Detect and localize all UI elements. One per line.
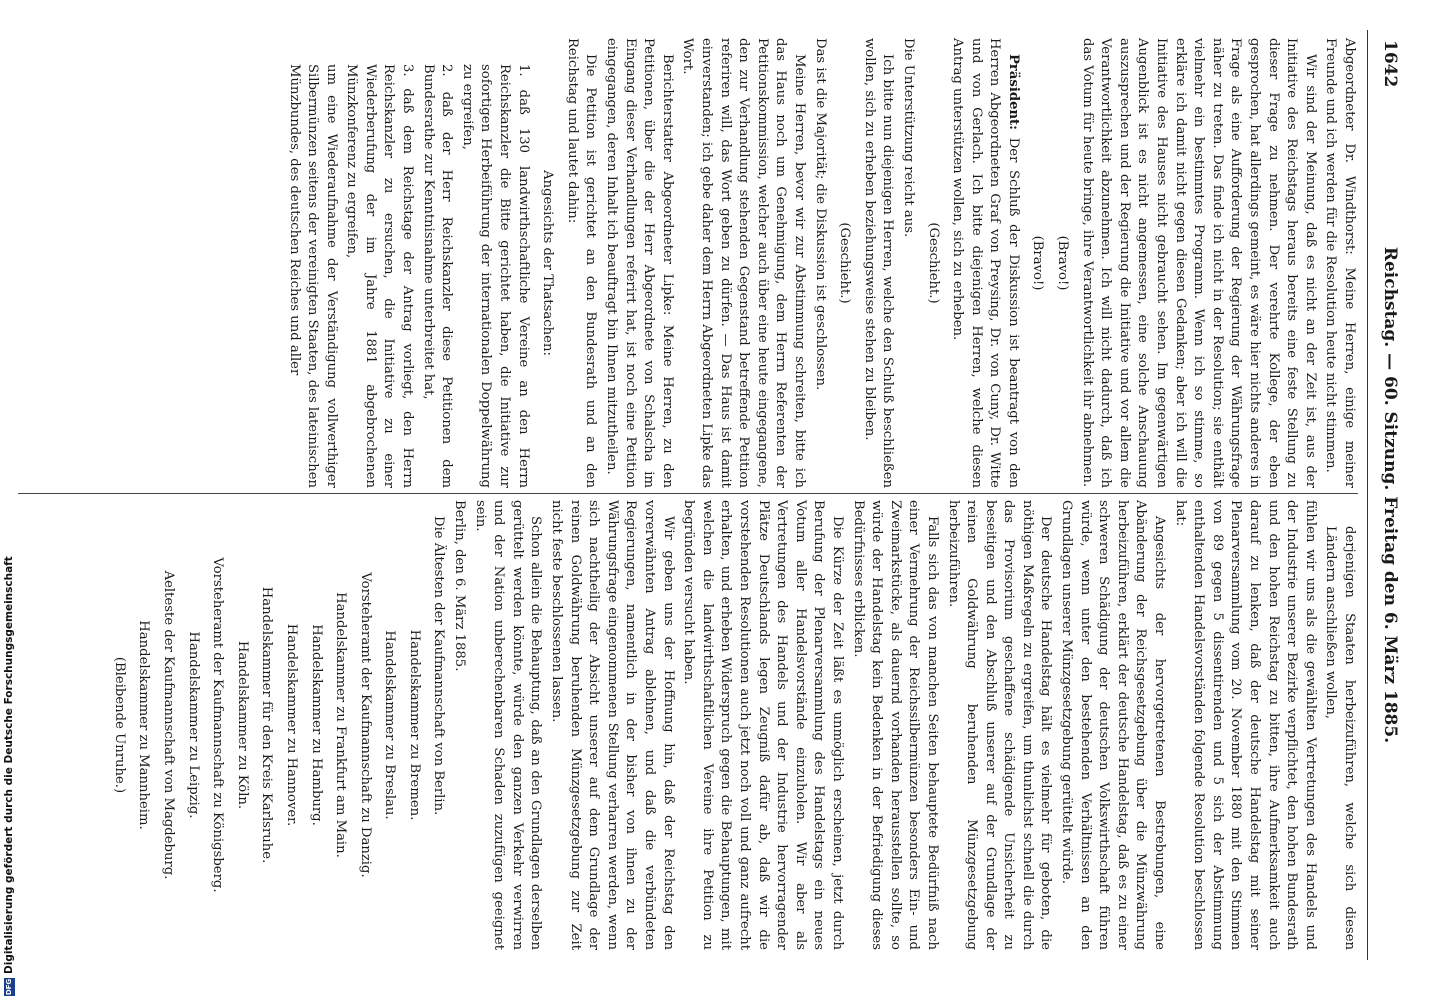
list-item: 2. daß der Herr Reichskanzler diese Petitionen dem Bundesrathe zur Kenntnisnahme unterbreitet hat,: [420, 64, 455, 488]
list-item: 3. daß dem Reichstage der Antrag vorliegt, den Herrn Reichskanzler zu ersuchen, die Initiative zu einer Wiederberufung der im Jahre 1881 abgebrochenen Münzkonferenz zu ergreifen,: [344, 64, 416, 488]
centered-line: (Geschieht.): [925, 222, 941, 304]
centered-line: Handelskammer zu Mannheim.: [136, 620, 152, 830]
paragraph: Die Ältesten der Kaufmannschaft von Berlin.: [431, 516, 447, 816]
speech-text: Der Schluß der Diskussion ist beantragt von den Herren Abgeordneten Graf von Preysing, Dr. von Cuny, Dr. Witte und von Gerlach. Ich bitte diejenigen Herren, welche diesen Antrag unterstützen wollen, sich zu erheben.: [950, 38, 1021, 488]
centered-line: Aelteste der Kaufmannschaft von Magdeburg.: [160, 570, 176, 880]
list-item: 1. daß 130 landwirthschaftliche Vereine an den Herrn Reichskanzler die Bitte gerichtet haben, die Initiative zur sofortigen Herbeiführung der internationalen Doppelwährung zu ergreifen,: [459, 64, 531, 488]
centered-line: Handelskammer zu Bremen.: [406, 629, 422, 821]
centered-line: Handelskammer für den Kreis Karlsruhe.: [259, 586, 275, 864]
paragraph: Ich bitte nun diejenigen Herren, welche den Schluß beschließen wollen, sich zu erheben beziehungsweise stehen zu bleiben.: [861, 38, 896, 488]
list-item: derjenigen Staaten herbeizuführen, welche sich diesen Ländern anschließen wollen,: [1323, 526, 1357, 950]
paragraph: Berichterstatter Abgeordneter Lipke: Meine Herren, zu den Petitionen, über die der Herr Abgeordnete von Schalscha im Eingang dieser Verhandlungen referirt hat, ist noch eine Petition eingegangen, deren Inhalt ich beauftragt bin Ihnen mitzutheilen.: [604, 38, 675, 488]
page-header: [1367, 30, 1410, 960]
centered-line: Handelskammer zu Köln.: [234, 640, 250, 810]
digitization-credit: [3, 556, 15, 996]
paragraph: Die Kürze der Zeit läßt es unmöglich erscheinen, jetzt durch Berufung der Plenarversammlung des Handelstags ein neues Votum aller Handelsvorstände einzuholen. Wir aber als Vertretungen des Handels und der Industrie hervorragender Plätze Deutschlands legen Zeugniß dafür ab, daß wir die vorstehenden Resolutionen auch jetzt noch voll und ganz aufrecht erhalten, und erheben Widerspruch gegen die Behauptungen, mit welchen die landwirthschaftlichen Vereine ihre Petition zu begründen versucht haben.: [681, 500, 845, 950]
centered-line: (Bravo!): [1055, 235, 1071, 291]
centered-line: Vorsteheramt der Kaufmannschaft zu Königsberg.: [210, 557, 226, 893]
digitization-sidebar: [0, 0, 14, 1000]
paragraph: Schon allein die Behauptung, daß an den Grundlagen derselben gerüttelt werden könnte, würde den ganzen Verkehr verwirren und der Nation unberechenbaren Schaden zuzufügen geeignet sein.: [472, 500, 544, 950]
rotated-page: [0, 30, 1410, 960]
paragraph: Wir sind der Meinung, daß es nicht an der Zeit ist, aus der Initiative des Reichstags heraus bereits eine feste Stellung zu dieser Frage zu nehmen. Der verehrte Kollege, der eben gesprochen, hat allerdings gemeint, es wäre hier nichts anderes in Frage als eine Aufforderung der Regierung der Währungsfrage näher zu treten. Das finde ich nicht in der Resolution; sie enthält vielmehr ein bestimmtes Programm. Wenn ich so stimme, so erkläre ich damit nicht gegen diesen Gedanken; aber ich will die Initiative des Hauses nicht gebraucht sehen. Im gegenwärtigen Augenblick ist es nicht angemessen, eine solche Anschauung auszusprechen und der Regierung die Initiative und vor allem die Verantwortlichkeit abzunehmen. Ich will nicht dadurch, daß ich das Votum für heute bringe, ihre Verantwortlichkeit ihr abnehmen.: [1079, 38, 1318, 488]
centered-line: Handelskammer zu Hannover.: [283, 623, 299, 827]
paragraph: Die Unterstützung reicht aus.: [900, 38, 916, 238]
left-column: [282, 38, 1358, 488]
running-title: Reichstag. — 60. Sitzung. Freitag den 6. März 1885.: [1380, 246, 1400, 744]
paragraph: Das ist die Majorität; die Diskussion ist geschlossen.: [812, 38, 828, 391]
centered-line: Angesichts der Thatsachen:: [540, 170, 556, 356]
centered-line: (Geschieht.): [837, 222, 853, 304]
paragraph: Angesichts der hervorgetretenen Bestrebungen, eine Abänderung der Reichsgesetzgebung über die Münzwährung herbeizuführen, erklärt der deutsche Handelstag, daß es zu einer schweren Schädigung der deutschen Volkswirthschaft führen würde, wenn unter den bestehenden Verhältnissen an den Grundlagen unserer Münzgesetzgebung gerüttelt würde.: [1059, 500, 1168, 950]
paragraph: Die Petition ist gerichtet an den Bundesrath und an den Reichstag und lautet dahin:: [564, 38, 599, 488]
centered-line: Handelskammer zu Frankfurt am Main.: [333, 592, 349, 858]
right-column: [103, 500, 1358, 950]
paragraph: Abgeordneter Dr. Windthorst: Meine Herren, einige meiner Freunde und ich werden für die Resolution heute nicht stimmen.: [1323, 38, 1357, 488]
paragraph: Meine Herren, bevor wir zur Abstimmung schreiten, bitte ich das Haus noch um Genehmigung, dem Herrn Referenten der Petitionskommission, welcher auch über eine heute eingegangene, den zur Verhandlung stehenden Gegenstand betreffende Petition referiren will, das Wort geben zu dürfen. — Das Haus ist damit einverstanden; ich gebe daher dem Herrn Abgeordneten Lipke das Wort.: [680, 38, 807, 488]
centered-line: (Bravo!): [1030, 235, 1046, 291]
centered-line: Vorsteheramt der Kaufmannschaft zu Danzig.: [357, 572, 373, 878]
paragraph: Wir geben uns der Hoffnung hin, daß der Reichstag den vorerwähnten Antrag ablehnen, und daß die verbündeten Regierungen, namentlich in der bisher von ihnen zu der Währungsfrage eingenommenen Stellung verharren werden, wenn sich nachtheilig der Absicht unserer auf dem Grundlage der reinen Goldwährung beruhenden Münzgesetzgebung zur Zeit nicht feste beschlossenen lassen.: [549, 500, 676, 950]
centered-line: (Bleibende Unruhe.): [111, 656, 127, 794]
paragraph: Falls sich das von manchen Seiten behauptete Bedürfniß nach einer Vermehrung der Reichssilbermünzen besonders Ein- und Zweimarkstücke, als dauernd vorhanden herausstellen sollte, so würde der Handelstag kein Bedenken in der Befriedigung dieses Bedürfnisses erblicken.: [850, 500, 940, 950]
centered-line: Handelskammer zu Breslau.: [382, 630, 398, 820]
page-number: 1642: [1380, 40, 1400, 88]
list-item: um eine Wiederaufnahme der Verständigung vollwerthiger Silbermünzen seitens der vereinigten Staaten, des lateinischen Münzbundes, des deutschen Reiches und aller: [286, 64, 339, 488]
speaker-label: Präsident:: [1005, 54, 1021, 131]
paragraph: [948, 38, 1022, 488]
centered-line: Handelskammer zu Leipzig.: [185, 631, 201, 819]
centered-line: Handelskammer zu Hamburg.: [308, 624, 324, 826]
paragraph: Der deutsche Handelstag hält es vielmehr für geboten, die nöthigen Maßregeln zu ergreifen, um thunlichst schnell die durch das Provisorium geschaffene schädigende Unsicherheit zu beseitigen und den Abschluß unserer auf der Grundlage der reinen Goldwährung beruhenden Münzgesetzgebung herbeizuführen.: [945, 500, 1054, 950]
dfg-logo-icon: DFG: [4, 978, 13, 996]
column-divider: [18, 493, 1358, 494]
paragraph: fühlen wir uns als die gewählten Vertretungen des Handels und der Industrie unserer Bezirke verpflichtet, den hohen Bundesrath und den hohen Reichstag zu bitten, ihre Aufmerksamkeit auch darauf zu lenken, daß der deutsche Handelstag mit seiner Plenarversammlung vom 20. November 1880 mit den Stimmen von 89 gegen 5 dissentirenden und 5 sich der Abstimmung enthaltenden Handelsvorständen folgende Resolution beschlossen hat:: [1172, 500, 1318, 950]
digitization-note: Digitalisierung gefördert durch die Deutsche Forschungsgemeinschaft: [3, 556, 15, 974]
paragraph: Berlin, den 6. März 1885.: [452, 500, 468, 672]
